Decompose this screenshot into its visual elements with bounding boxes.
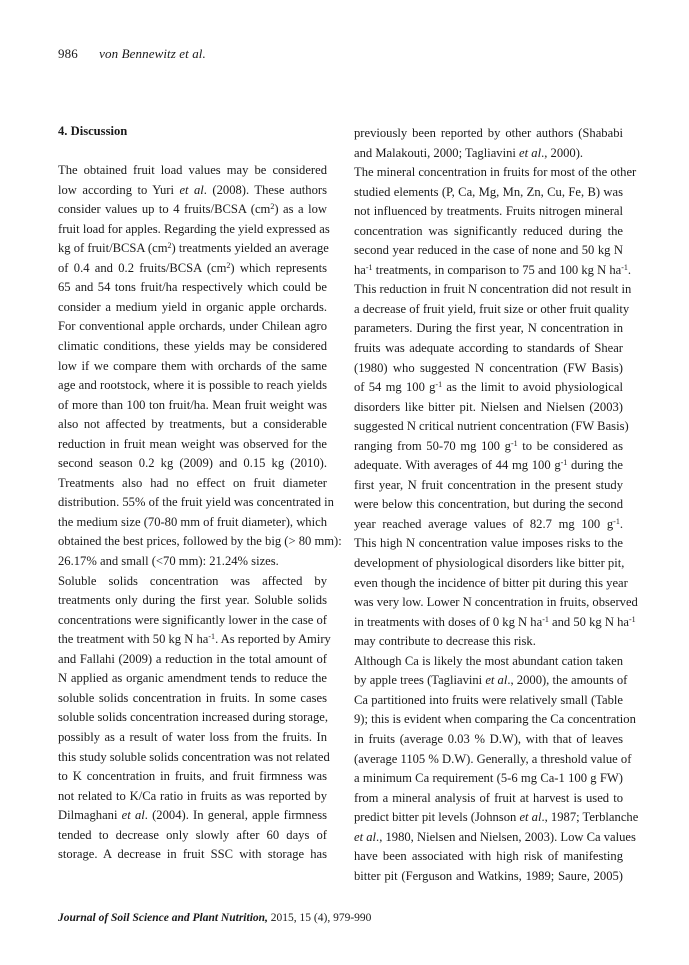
text-line: of 0.4 and 0.2 fruits/BCSA $(cm^2)$ which represents	[58, 260, 327, 275]
text-line: this study soluble solids concentration was not related	[58, 749, 330, 764]
text-line: 65 and 54 tons fruit/ha respectively which could be	[58, 280, 327, 295]
text-line: consider values up to 4 fruits/BCSA $(cm^2)$ as a low	[58, 202, 327, 217]
text-line: of more than 100 ton fruit/ha. Mean fruit weight was	[58, 397, 327, 412]
text-line: possibly as a result of water loss from the fruits. In	[58, 729, 327, 744]
text-line: treatments only during the first year. Soluble solids	[58, 593, 327, 608]
text-line: the treatment with 50 kg N $ha^{-1}$. As reported by Amiry	[58, 632, 331, 647]
text-line: disorders like bitter pit. Nielsen and Nielsen (2003)	[354, 399, 623, 414]
text-line: concentration was significantly reduced during the	[354, 223, 623, 238]
text-line: climatic conditions, these yields may be considered	[58, 339, 327, 354]
text-line: The mineral concentration in fruits for most of the other	[354, 165, 637, 180]
text-line: even though the incidence of bitter pit during this year	[354, 575, 628, 590]
text-line: concentrations were significantly lower in the case of	[58, 612, 327, 627]
text-line: kg of fruit/BCSA $(cm^2)$ treatments yielded an average	[58, 241, 329, 256]
text-line: second year reduced in the case of none and 50 kg N	[354, 243, 623, 258]
text-line: N applied as organic amendment tends to reduce the	[58, 671, 327, 686]
text-line: Ca partitioned into fruits were relatively small (Table	[354, 692, 623, 707]
text-line: 9); this is evident when comparing the Ca concentration	[354, 712, 636, 727]
text-line: age and rootstock, where it is possible to reach yields	[58, 378, 327, 393]
text-line: adequate. With averages of 44 mg 100 $g^{-1}$ during the	[354, 458, 623, 473]
text-line: 26.17% and small (<70 mm): 21.24% sizes.	[58, 554, 279, 569]
text-line: a minimum Ca requirement (5-6 mg Ca-1 100 g FW)	[354, 771, 623, 786]
journal-citation: 2015, 15 (4), 979-990	[267, 912, 372, 924]
text-line: tended to decrease only slowly after 60 days of	[58, 827, 327, 842]
text-line: not related to K/Ca ratio in fruits as was reported by	[58, 788, 327, 803]
text-line: first year, N fruit concentration in the present study	[354, 477, 623, 492]
text-line: bitter pit (Ferguson and Watkins, 1989; Saure, 2005)	[354, 868, 623, 883]
text-line: Although Ca is likely the most abundant cation taken	[354, 653, 623, 668]
text-line: from a mineral analysis of fruit at harvest is used to	[354, 790, 623, 805]
text-line: predict bitter pit levels (Johnson et al., 1987; Terblanche	[354, 810, 639, 825]
running-head	[58, 46, 206, 62]
text-line: distribution. 55% of the fruit yield was concentrated in	[58, 495, 334, 510]
text-line: suggested N critical nutrient concentration (FW Basis)	[354, 419, 629, 434]
text-line: This high N concentration value imposes risks to the	[354, 536, 623, 551]
text-line: of 54 mg 100 $g^{-1}$ as the limit to avoid physiological	[354, 380, 623, 395]
text-line: Soluble solids concentration was affected by	[58, 573, 327, 588]
text-line: the medium size (70-80 mm of fruit diameter), which	[58, 514, 327, 529]
text-line: in fruits (average 0.03 % D.W), with that of leaves	[354, 731, 623, 746]
text-line: development of physiological disorders like bitter pit,	[354, 556, 625, 571]
text-line: year reached average values of 82.7 mg 100 $g^{-1}$.	[354, 516, 623, 531]
text-line: second season 0.2 kg (2009) and 0.15 kg (2010).	[58, 456, 327, 471]
left-column	[58, 122, 342, 865]
text-line: not influenced by treatments. Fruits nitrogen mineral	[354, 204, 623, 219]
text-line: For conventional apple orchards, under Chilean agro	[58, 319, 327, 334]
text-line: by apple trees (Tagliavini et al., 2000), the amounts of	[354, 673, 628, 688]
text-line: This reduction in fruit N concentration did not result in	[354, 282, 632, 297]
right-column	[354, 124, 639, 886]
text-line: soluble solids concentration in fruits. In some cases	[58, 690, 327, 705]
running-head-authors: von Bennewitz et al.	[99, 46, 206, 61]
text-line: Treatments also had no effect on fruit diameter	[58, 475, 327, 490]
text-line: and Malakouti, 2000; Tagliavini et al., 2000).	[354, 145, 584, 160]
section-heading: 4. Discussion	[58, 124, 128, 138]
text-line: (1980) who suggested N concentration (FW Basis)	[354, 360, 623, 375]
text-line: were below this concentration, but during the second	[354, 497, 623, 512]
text-line: also not affected by treatments, but a considerable	[58, 417, 327, 432]
right-column-text	[354, 124, 639, 886]
text-line: studied elements (P, Ca, Mg, Mn, Zn, Cu, Fe, B) was	[354, 184, 623, 199]
text-line: (average 1105 % D.W). Generally, a threshold value of	[354, 751, 632, 766]
left-column-text	[58, 161, 342, 865]
text-line: fruit load for apples. Regarding the yield expressed as	[58, 221, 330, 236]
text-line: soluble solids concentration increased during storage,	[58, 710, 328, 725]
text-line: Dilmaghani et al. (2004). In general, apple firmness	[58, 808, 327, 823]
text-line: and Fallahi (2009) a reduction in the total amount of	[58, 651, 327, 666]
text-line: in treatments with doses of 0 kg N $ha^{-1}$ and 50 kg N $ha^{-1}$	[354, 614, 636, 629]
text-line: storage. A decrease in fruit SSC with storage has	[58, 847, 327, 862]
text-line: reduction in fruit mean weight was observed for the	[58, 436, 327, 451]
text-line: parameters. During the first year, N concentration in	[354, 321, 623, 336]
text-line: $ha^{-1}$ treatments, in comparison to 75 and 100 kg N $ha^{-1}$.	[354, 262, 632, 277]
text-line: The obtained fruit load values may be considered	[58, 163, 327, 178]
text-line: low according to Yuri et al. (2008). These authors	[58, 182, 327, 197]
text-line: to K concentration in fruits, and fruit firmness was	[58, 769, 327, 784]
text-line: have been associated with high risk of manifesting	[354, 849, 623, 864]
page-number: 986	[58, 46, 78, 61]
text-line: low if we compare them with orchards of the same	[58, 358, 327, 373]
text-line: was very low. Lower N concentration in fruits, observed	[354, 595, 638, 610]
page-footer	[58, 912, 371, 924]
text-line: ranging from 50-70 mg 100 $g^{-1}$ to be considered as	[354, 438, 623, 453]
text-line: a decrease of fruit yield, fruit size or other fruit quality	[354, 301, 630, 316]
text-line: previously been reported by other authors (Shababi	[354, 126, 623, 140]
text-line: fruits was adequate according to standards of Shear	[354, 341, 623, 356]
text-line: et al., 1980, Nielsen and Nielsen, 2003). Low Ca values	[354, 829, 636, 844]
text-line: may contribute to decrease this risk.	[354, 634, 536, 649]
text-line: obtained the best prices, followed by the big (> 80 mm):	[58, 534, 342, 549]
journal-name: Journal of Soil Science and Plant Nutrition,	[58, 912, 268, 924]
text-line: consider a medium yield in organic apple orchards.	[58, 299, 327, 314]
